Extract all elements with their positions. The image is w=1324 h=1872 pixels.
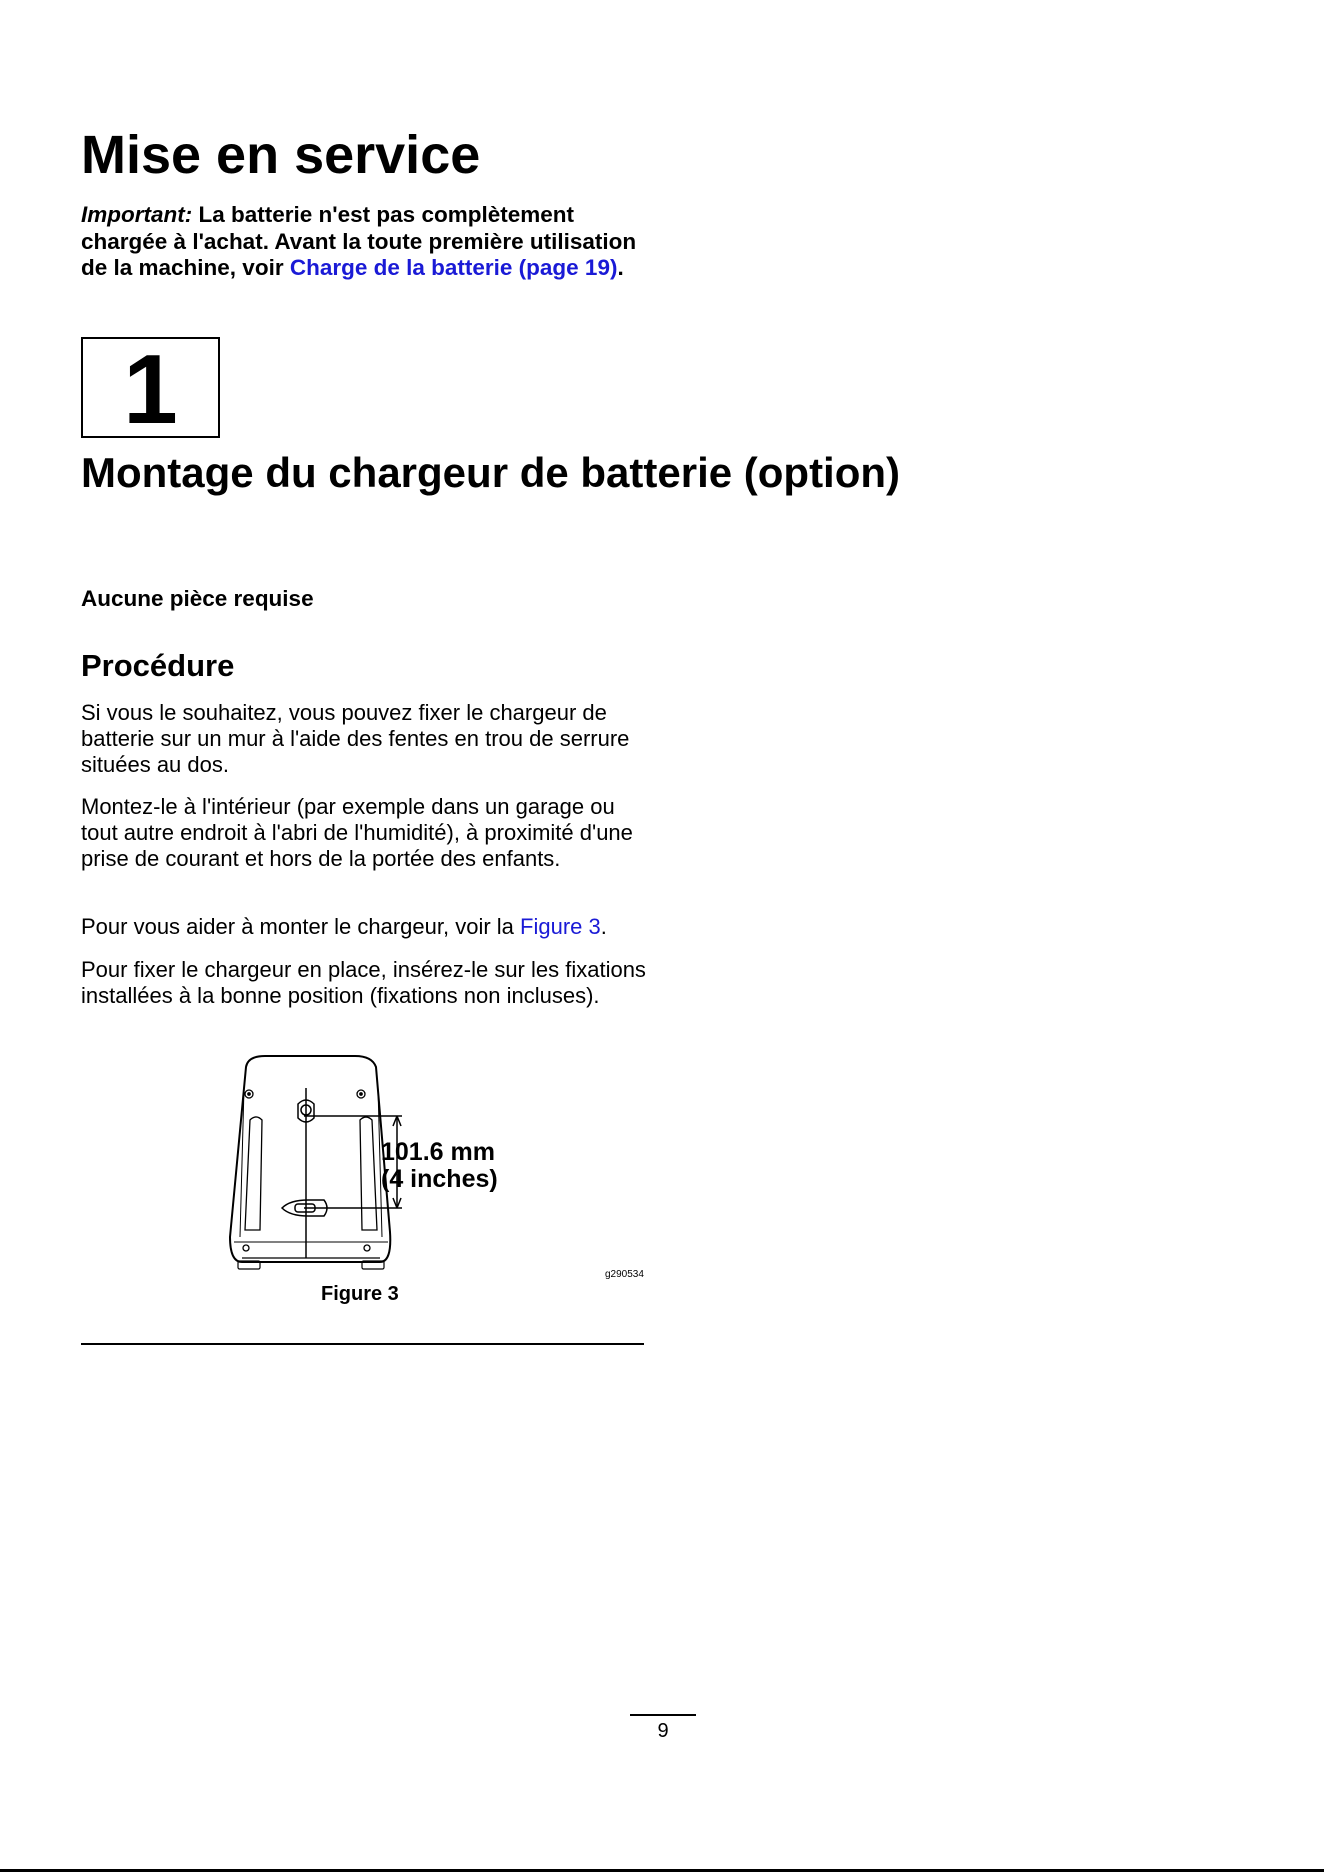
figure-caption: Figure 3 [321, 1283, 399, 1305]
important-note [81, 202, 647, 282]
paragraph-fasteners: Pour fixer le chargeur en place, insérez-le sur les fixations installées à la bonne position (fixations non incluses). [81, 957, 646, 1008]
paragraph-figure-ref [81, 914, 647, 940]
figure-code: g290534 [605, 1269, 644, 1280]
important-text: La batterie n'est pas complètement chargée à l'achat. Avant la toute première utilisation de la machine, voir [81, 202, 637, 280]
section-title: Montage du chargeur de batterie (option) [81, 449, 901, 496]
paragraph-location: Montez-le à l'intérieur (par exemple dans un garage ou tout autre endroit à l'abri de l'humidité), à proximité d'une prise de courant et hors de la portée des enfants. [81, 794, 633, 871]
section-divider [81, 1343, 644, 1345]
page-title: Mise en service [81, 125, 481, 185]
charger-body [230, 1056, 390, 1269]
figure-3-link[interactable]: Figure 3 [520, 914, 601, 939]
charger-mount-figure [220, 1052, 650, 1288]
important-label: Important: [81, 202, 193, 227]
procedure-heading: Procédure [81, 648, 235, 683]
step-number: 1 [123, 334, 178, 444]
step-number-box [81, 334, 220, 444]
dimension-inches-label: (4 inches) [381, 1165, 498, 1193]
battery-charge-link[interactable]: Charge de la batterie (page 19) [289, 255, 618, 280]
figure-ref-text: Pour vous aider à monter le chargeur, voir la [81, 914, 514, 939]
important-end: . [617, 255, 624, 280]
paragraph-wall-mount: Si vous le souhaitez, vous pouvez fixer le chargeur de batterie sur un mur à l'aide des fentes en trou de serrure situées au dos. [81, 700, 630, 777]
dimension-mm-label: 101.6 mm [381, 1138, 495, 1166]
page-number: 9 [630, 1714, 696, 1743]
keyhole-slots [282, 1100, 327, 1216]
parts-required: Aucune pièce requise [81, 586, 314, 611]
figure-ref-end: . [600, 914, 607, 939]
